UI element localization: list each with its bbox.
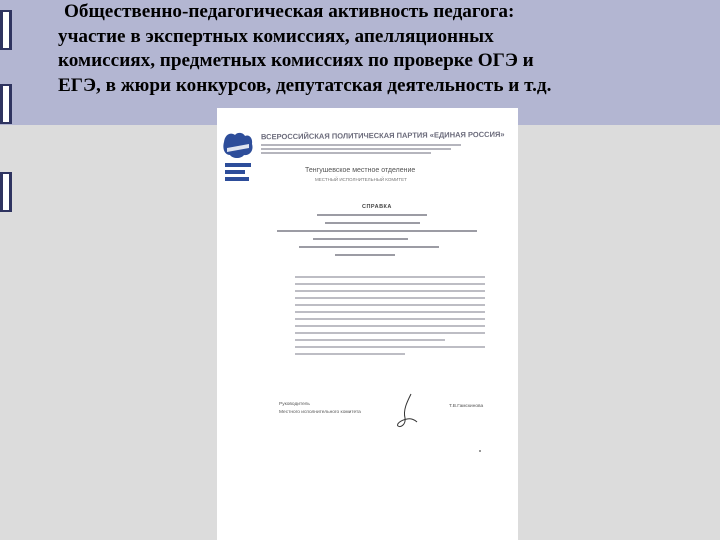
document-title: СПРАВКА bbox=[362, 204, 392, 210]
body-text-line bbox=[295, 290, 485, 292]
address-line bbox=[325, 222, 420, 224]
title-line-2: участие в экспертных комиссиях, апелляционных bbox=[58, 25, 494, 47]
address-line bbox=[299, 246, 439, 248]
body-text-line bbox=[295, 297, 485, 299]
address-line bbox=[335, 254, 395, 256]
signer-name: Т.В.Гамскинова bbox=[449, 404, 484, 409]
party-bear-logo-icon bbox=[221, 130, 255, 190]
body-text-line bbox=[295, 304, 485, 306]
address-line bbox=[313, 238, 408, 240]
left-marker-2 bbox=[0, 84, 12, 124]
slide-title bbox=[58, 0, 708, 98]
body-text-line bbox=[295, 353, 405, 355]
signer-role: Руководитель bbox=[279, 402, 310, 407]
scanned-certificate bbox=[217, 108, 518, 540]
body-text-line bbox=[295, 332, 485, 334]
address-line bbox=[277, 230, 477, 232]
header-fine-line bbox=[261, 152, 431, 154]
body-text-line bbox=[295, 339, 445, 341]
committee-title: МЕСТНЫЙ ИСПОЛНИТЕЛЬНЫЙ КОМИТЕТ bbox=[315, 177, 407, 182]
title-line-3: комиссиях, предметных комиссиях по проверке ОГЭ и bbox=[58, 50, 534, 71]
body-text-line bbox=[295, 311, 485, 313]
body-text-line bbox=[295, 276, 485, 278]
body-text-line bbox=[295, 318, 485, 320]
body-text-line bbox=[295, 346, 485, 348]
header-fine-line bbox=[261, 144, 461, 146]
title-line-1: Общественно-педагогическая активность педагога: bbox=[64, 1, 515, 22]
header-fine-line bbox=[261, 148, 451, 150]
party-header: ВСЕРОССИЙСКАЯ ПОЛИТИЧЕСКАЯ ПАРТИЯ «ЕДИНАЯ РОССИЯ» bbox=[260, 129, 505, 142]
scan-speck bbox=[479, 450, 481, 452]
left-marker-3 bbox=[0, 172, 12, 212]
title-line-4: ЕГЭ, в жюри конкурсов, депутатская деятельность и т.д. bbox=[58, 74, 552, 96]
body-text-line bbox=[295, 325, 485, 327]
handwritten-signature-icon bbox=[395, 392, 419, 432]
left-marker-1 bbox=[0, 10, 12, 50]
signer-role: Местного исполнительного комитета bbox=[279, 410, 361, 415]
address-line bbox=[317, 214, 427, 216]
branch-title: Тенгушевское местное отделение bbox=[305, 167, 416, 174]
body-text-line bbox=[295, 283, 485, 285]
